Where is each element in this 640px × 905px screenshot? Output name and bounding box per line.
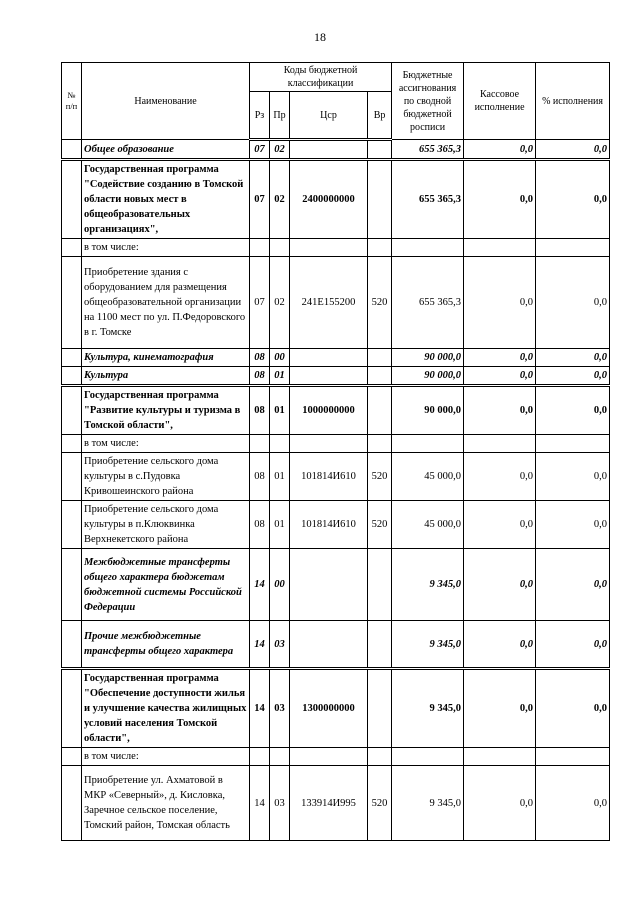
cell-csr: 1000000000 [290,386,368,435]
cell-vr [368,349,392,367]
cell-pr: 00 [270,549,290,621]
header-codes: Коды бюджетной классификации [250,63,392,92]
cell-name: в том числе: [82,435,250,453]
cell-name: в том числе: [82,748,250,766]
header-rz: Рз [250,92,270,140]
header-name: Наименование [82,63,250,140]
cell-vr [368,140,392,160]
cell-num [62,239,82,257]
header-num: № п/п [62,63,82,140]
cell-num [62,621,82,669]
cell-num [62,453,82,501]
cell-pct: 0,0 [536,501,610,549]
cell-vr: 520 [368,453,392,501]
cell-name: Культура, кинематография [82,349,250,367]
cell-vr [368,621,392,669]
cell-pct: 0,0 [536,160,610,239]
cell-rz: 08 [250,367,270,386]
cell-csr [290,140,368,160]
cell-csr [290,239,368,257]
cell-pct: 0,0 [536,386,610,435]
cell-pct: 0,0 [536,140,610,160]
header-cash: Кассовое исполнение [464,63,536,140]
cell-num [62,766,82,841]
cell-cash [464,748,536,766]
table-row [62,257,610,349]
cell-cash [464,435,536,453]
cell-pr [270,239,290,257]
cell-vr: 520 [368,766,392,841]
cell-vr [368,669,392,748]
cell-csr [290,435,368,453]
cell-csr [290,349,368,367]
cell-budget: 9 345,0 [392,669,464,748]
cell-csr: 1300000000 [290,669,368,748]
cell-vr [368,386,392,435]
header-budget: Бюджетные ассигнования по сводной бюджетной росписи [392,63,464,140]
cell-num [62,349,82,367]
cell-budget: 90 000,0 [392,367,464,386]
cell-rz: 14 [250,621,270,669]
cell-name: Приобретение здания с оборудованием для размещения общеобразовательной организации на 1100 мест по ул. П.Федоровского в г. Томске [82,257,250,349]
cell-csr: 133914И995 [290,766,368,841]
header-pr: Пр [270,92,290,140]
table-row [62,501,610,549]
cell-cash [464,239,536,257]
cell-name: Межбюджетные трансферты общего характера бюджетам бюджетной системы Российской Федерации [82,549,250,621]
page-number: 18 [314,30,326,44]
table-row [62,435,610,453]
cell-pct [536,239,610,257]
header-vr: Вр [368,92,392,140]
cell-pct: 0,0 [536,257,610,349]
cell-vr: 520 [368,257,392,349]
budget-table [61,62,610,841]
table-body [62,140,610,841]
table-row [62,239,610,257]
cell-cash: 0,0 [464,453,536,501]
cell-cash: 0,0 [464,386,536,435]
cell-vr [368,435,392,453]
cell-name: Культура [82,367,250,386]
cell-name: Приобретение сельского дома культуры в п.Клюквинка Верхнекетского района [82,501,250,549]
cell-cash: 0,0 [464,257,536,349]
cell-budget: 9 345,0 [392,621,464,669]
cell-rz: 08 [250,349,270,367]
cell-rz: 14 [250,766,270,841]
cell-csr: 101814И610 [290,453,368,501]
cell-pct: 0,0 [536,349,610,367]
cell-vr [368,367,392,386]
cell-vr [368,160,392,239]
cell-num [62,160,82,239]
cell-vr: 520 [368,501,392,549]
cell-name: Государственная программа "Обеспечение доступности жилья и улучшение качества жилищных условий населения Томской области", [82,669,250,748]
cell-vr [368,549,392,621]
cell-budget [392,239,464,257]
cell-name: Приобретение сельского дома культуры в с.Пудовка Кривошеинского района [82,453,250,501]
cell-pct: 0,0 [536,669,610,748]
table-row [62,349,610,367]
table-row [62,621,610,669]
cell-budget: 655 365,3 [392,257,464,349]
cell-pct [536,435,610,453]
cell-pct: 0,0 [536,453,610,501]
cell-num [62,748,82,766]
cell-cash: 0,0 [464,367,536,386]
cell-rz: 08 [250,453,270,501]
cell-pct [536,748,610,766]
cell-name: в том числе: [82,239,250,257]
cell-pr: 02 [270,140,290,160]
cell-num [62,386,82,435]
table-row [62,669,610,748]
cell-csr [290,549,368,621]
cell-csr: 101814И610 [290,501,368,549]
cell-name: Государственная программа "Содействие созданию в Томской области новых мест в общеобразовательных организациях", [82,160,250,239]
table-row [62,549,610,621]
cell-vr [368,748,392,766]
cell-num [62,140,82,160]
cell-budget: 9 345,0 [392,766,464,841]
cell-name: Общее образование [82,140,250,160]
cell-rz: 08 [250,386,270,435]
cell-csr [290,367,368,386]
cell-name: Государственная программа "Развитие культуры и туризма в Томской области", [82,386,250,435]
cell-budget: 90 000,0 [392,349,464,367]
cell-pr: 03 [270,669,290,748]
cell-budget: 45 000,0 [392,501,464,549]
cell-pr: 01 [270,501,290,549]
cell-num [62,549,82,621]
cell-rz: 08 [250,501,270,549]
cell-rz: 07 [250,140,270,160]
cell-num [62,367,82,386]
cell-rz [250,748,270,766]
cell-pct: 0,0 [536,621,610,669]
cell-name: Прочие межбюджетные трансферты общего характера [82,621,250,669]
cell-cash: 0,0 [464,349,536,367]
cell-rz [250,239,270,257]
cell-cash: 0,0 [464,160,536,239]
cell-budget: 45 000,0 [392,453,464,501]
cell-rz [250,435,270,453]
header-csr: Цср [290,92,368,140]
table-row [62,453,610,501]
cell-pr [270,748,290,766]
cell-pr: 00 [270,349,290,367]
cell-pr: 03 [270,766,290,841]
cell-csr: 2400000000 [290,160,368,239]
cell-cash: 0,0 [464,621,536,669]
cell-pr: 01 [270,386,290,435]
cell-csr [290,621,368,669]
cell-pr: 01 [270,367,290,386]
cell-csr: 241E155200 [290,257,368,349]
cell-budget [392,748,464,766]
table-row [62,367,610,386]
cell-pr [270,435,290,453]
cell-rz: 07 [250,160,270,239]
table-row [62,160,610,239]
cell-pr: 02 [270,160,290,239]
cell-num [62,435,82,453]
cell-budget: 9 345,0 [392,549,464,621]
table-row [62,386,610,435]
cell-budget: 655 365,3 [392,140,464,160]
cell-num [62,501,82,549]
cell-pct: 0,0 [536,549,610,621]
header-pct: % исполнения [536,63,610,140]
cell-num [62,669,82,748]
cell-pct: 0,0 [536,766,610,841]
cell-rz: 07 [250,257,270,349]
cell-pct: 0,0 [536,367,610,386]
table-row [62,140,610,160]
cell-cash: 0,0 [464,501,536,549]
cell-pr: 03 [270,621,290,669]
cell-rz: 14 [250,669,270,748]
cell-budget: 655 365,3 [392,160,464,239]
table-row [62,748,610,766]
cell-pr: 02 [270,257,290,349]
cell-cash: 0,0 [464,669,536,748]
cell-name: Приобретение ул. Ахматовой в МКР «Северный», д. Кисловка, Заречное сельское поселение, Томский район, Томская область [82,766,250,841]
cell-num [62,257,82,349]
cell-vr [368,239,392,257]
cell-cash: 0,0 [464,549,536,621]
table-row [62,766,610,841]
cell-rz: 14 [250,549,270,621]
cell-budget [392,435,464,453]
cell-budget: 90 000,0 [392,386,464,435]
cell-cash: 0,0 [464,766,536,841]
cell-csr [290,748,368,766]
cell-cash: 0,0 [464,140,536,160]
cell-pr: 01 [270,453,290,501]
